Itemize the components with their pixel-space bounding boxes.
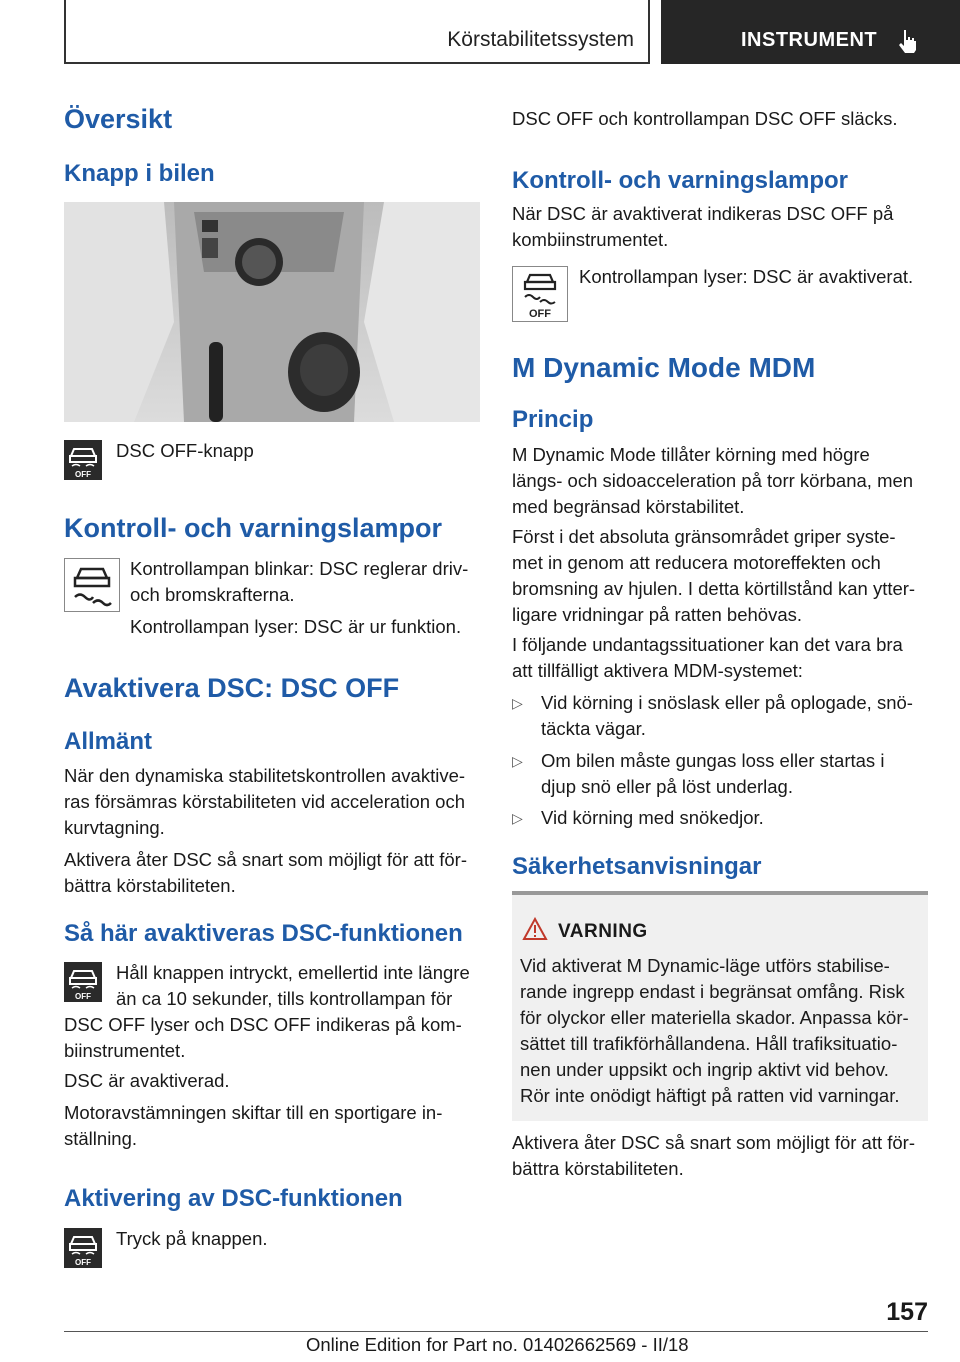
warning-triangle-icon [522, 917, 548, 941]
press-button-text: Tryck på knappen. [116, 1228, 268, 1249]
edition-text: Online Edition for Part no. 01402662569 - II/18 [306, 1334, 689, 1355]
principle-line3: med begränsad körstabilitet. [512, 496, 745, 517]
principle-line7: ligare vridningar på ratten behövas. [512, 604, 803, 625]
principle-line8: I följande undantagssituationer kan det vara bra [512, 634, 903, 655]
how-line4: biinstrumentet. [64, 1040, 186, 1061]
reactivate-right-line1: Aktivera åter DSC så snart som möjligt för att för- [512, 1132, 916, 1153]
heading-principle: Princip [512, 406, 594, 433]
dsc-off-icon-activate [64, 1228, 102, 1268]
reactivate-right-line2: bättra körstabiliteten. [512, 1158, 684, 1179]
warning-box [512, 891, 928, 1121]
lamp-blink-line2: och bromskrafterna. [130, 584, 295, 605]
svg-text:OFF: OFF [75, 992, 91, 1001]
center-console-photo [64, 202, 480, 422]
lamp-blink-line1: Kontrollampan blinkar: DSC reglerar driv- [130, 558, 469, 579]
reactivate-line2: bättra körstabiliteten. [64, 875, 236, 896]
chapter-title: INSTRUMENT [741, 29, 878, 51]
heading-safety: Säkerhetsanvisningar [512, 853, 762, 880]
heading-overview: Översikt [64, 104, 173, 134]
triangle-bullet-icon: ▷ [512, 810, 523, 826]
how-line2: än ca 10 sekunder, tills kontrollampan för [116, 988, 453, 1009]
dsc-off-icon-how [64, 962, 102, 1002]
page-number: 157 [886, 1298, 928, 1326]
heading-mdm: M Dynamic Mode MDM [512, 352, 816, 383]
warning-line4: sättet till trafikförhållandena. Håll trafiksituatio- [520, 1033, 898, 1054]
bullet2-line2: djup snö eller på löst underlag. [541, 776, 793, 797]
warning-line1: Vid aktiverat M Dynamic-läge utförs stabilise- [520, 955, 890, 976]
dsc-off-lamp-icon [512, 266, 568, 322]
heading-general: Allmänt [64, 728, 153, 755]
heading-how-to-deactivate: Så här avaktiveras DSC-funktionen [64, 920, 463, 947]
principle-line1: M Dynamic Mode tillåter körning med högre [512, 444, 870, 465]
warning-title: VARNING [558, 921, 648, 942]
footer-divider [64, 1331, 928, 1332]
engine-line2: ställning. [64, 1128, 138, 1149]
svg-text:OFF: OFF [529, 308, 551, 320]
how-line3: DSC OFF lyser och DSC OFF indikeras på kom- [64, 1014, 462, 1035]
principle-line6: bromsning av hjulen. I detta körtillstånd kan ytter- [512, 578, 916, 599]
deactivated-text: DSC är avaktiverad. [64, 1070, 230, 1091]
general-line2: ras försämras körstabiliteten vid acceleration och [64, 791, 466, 812]
engine-line1: Motoravstämningen skiftar till en sportigare in- [64, 1102, 443, 1123]
principle-line5: met in genom att reducera motoreffekten och [512, 552, 881, 573]
triangle-bullet-icon: ▷ [512, 753, 523, 769]
lamps-line1: När DSC är avaktiverat indikeras DSC OFF på [512, 203, 894, 224]
reactivate-line1: Aktivera åter DSC så snart som möjligt för att för- [64, 849, 468, 870]
principle-line4: Först i det absoluta gränsområdet griper syste- [512, 526, 896, 547]
general-line3: kurvtagning. [64, 817, 165, 838]
heading-activate: Aktivering av DSC-funktionen [64, 1185, 403, 1212]
warning-line6: Rör inte onödigt häftigt på ratten vid varningar. [520, 1085, 900, 1106]
lamp-on-right: Kontrollampan lyser: DSC är avaktiverat. [579, 266, 914, 287]
svg-text:OFF: OFF [75, 1258, 91, 1267]
dsc-warning-lamp-icon [64, 558, 120, 612]
console-illustration [64, 202, 480, 422]
lamps-line2: kombiinstrumentet. [512, 229, 669, 250]
section-title: Körstabilitetssystem [447, 28, 634, 51]
hand-pointer-icon [896, 28, 920, 54]
section-tab [64, 0, 650, 64]
svg-text:OFF: OFF [75, 470, 91, 479]
lamp-on-text: Kontrollampan lyser: DSC är ur funktion. [130, 616, 462, 637]
warning-line3: för olyckor eller materiella skador. Anpassa kör- [520, 1007, 909, 1028]
triangle-bullet-icon: ▷ [512, 695, 523, 711]
button-caption: DSC OFF-knapp [116, 440, 254, 461]
dsc-off-button-icon [64, 440, 102, 480]
heading-deactivate: Avaktivera DSC: DSC OFF [64, 673, 400, 703]
warning-line5: nen under uppsikt och ingrip aktivt vid behov. [520, 1059, 889, 1080]
off-msg-text: DSC OFF och kontrollampan DSC OFF släcks. [512, 108, 898, 129]
principle-line2: längs- och sidoacceleration på torr körbana, men [512, 470, 914, 491]
principle-line9: att tillfälligt aktivera MDM-systemet: [512, 660, 803, 681]
general-line1: När den dynamiska stabilitetskontrollen avaktive- [64, 765, 466, 786]
heading-button-in-car: Knapp i bilen [64, 160, 215, 187]
page-header [0, 0, 960, 66]
how-line1: Håll knappen intryckt, emellertid inte längre [116, 962, 470, 983]
heading-lamps-right: Kontroll- och varningslampor [512, 167, 849, 194]
warning-line2: rande ingrepp endast i begränsat omfång. Risk [520, 981, 905, 1002]
heading-lamps-left: Kontroll- och varningslampor [64, 513, 443, 543]
bullet1-line2: täckta vägar. [541, 718, 646, 739]
